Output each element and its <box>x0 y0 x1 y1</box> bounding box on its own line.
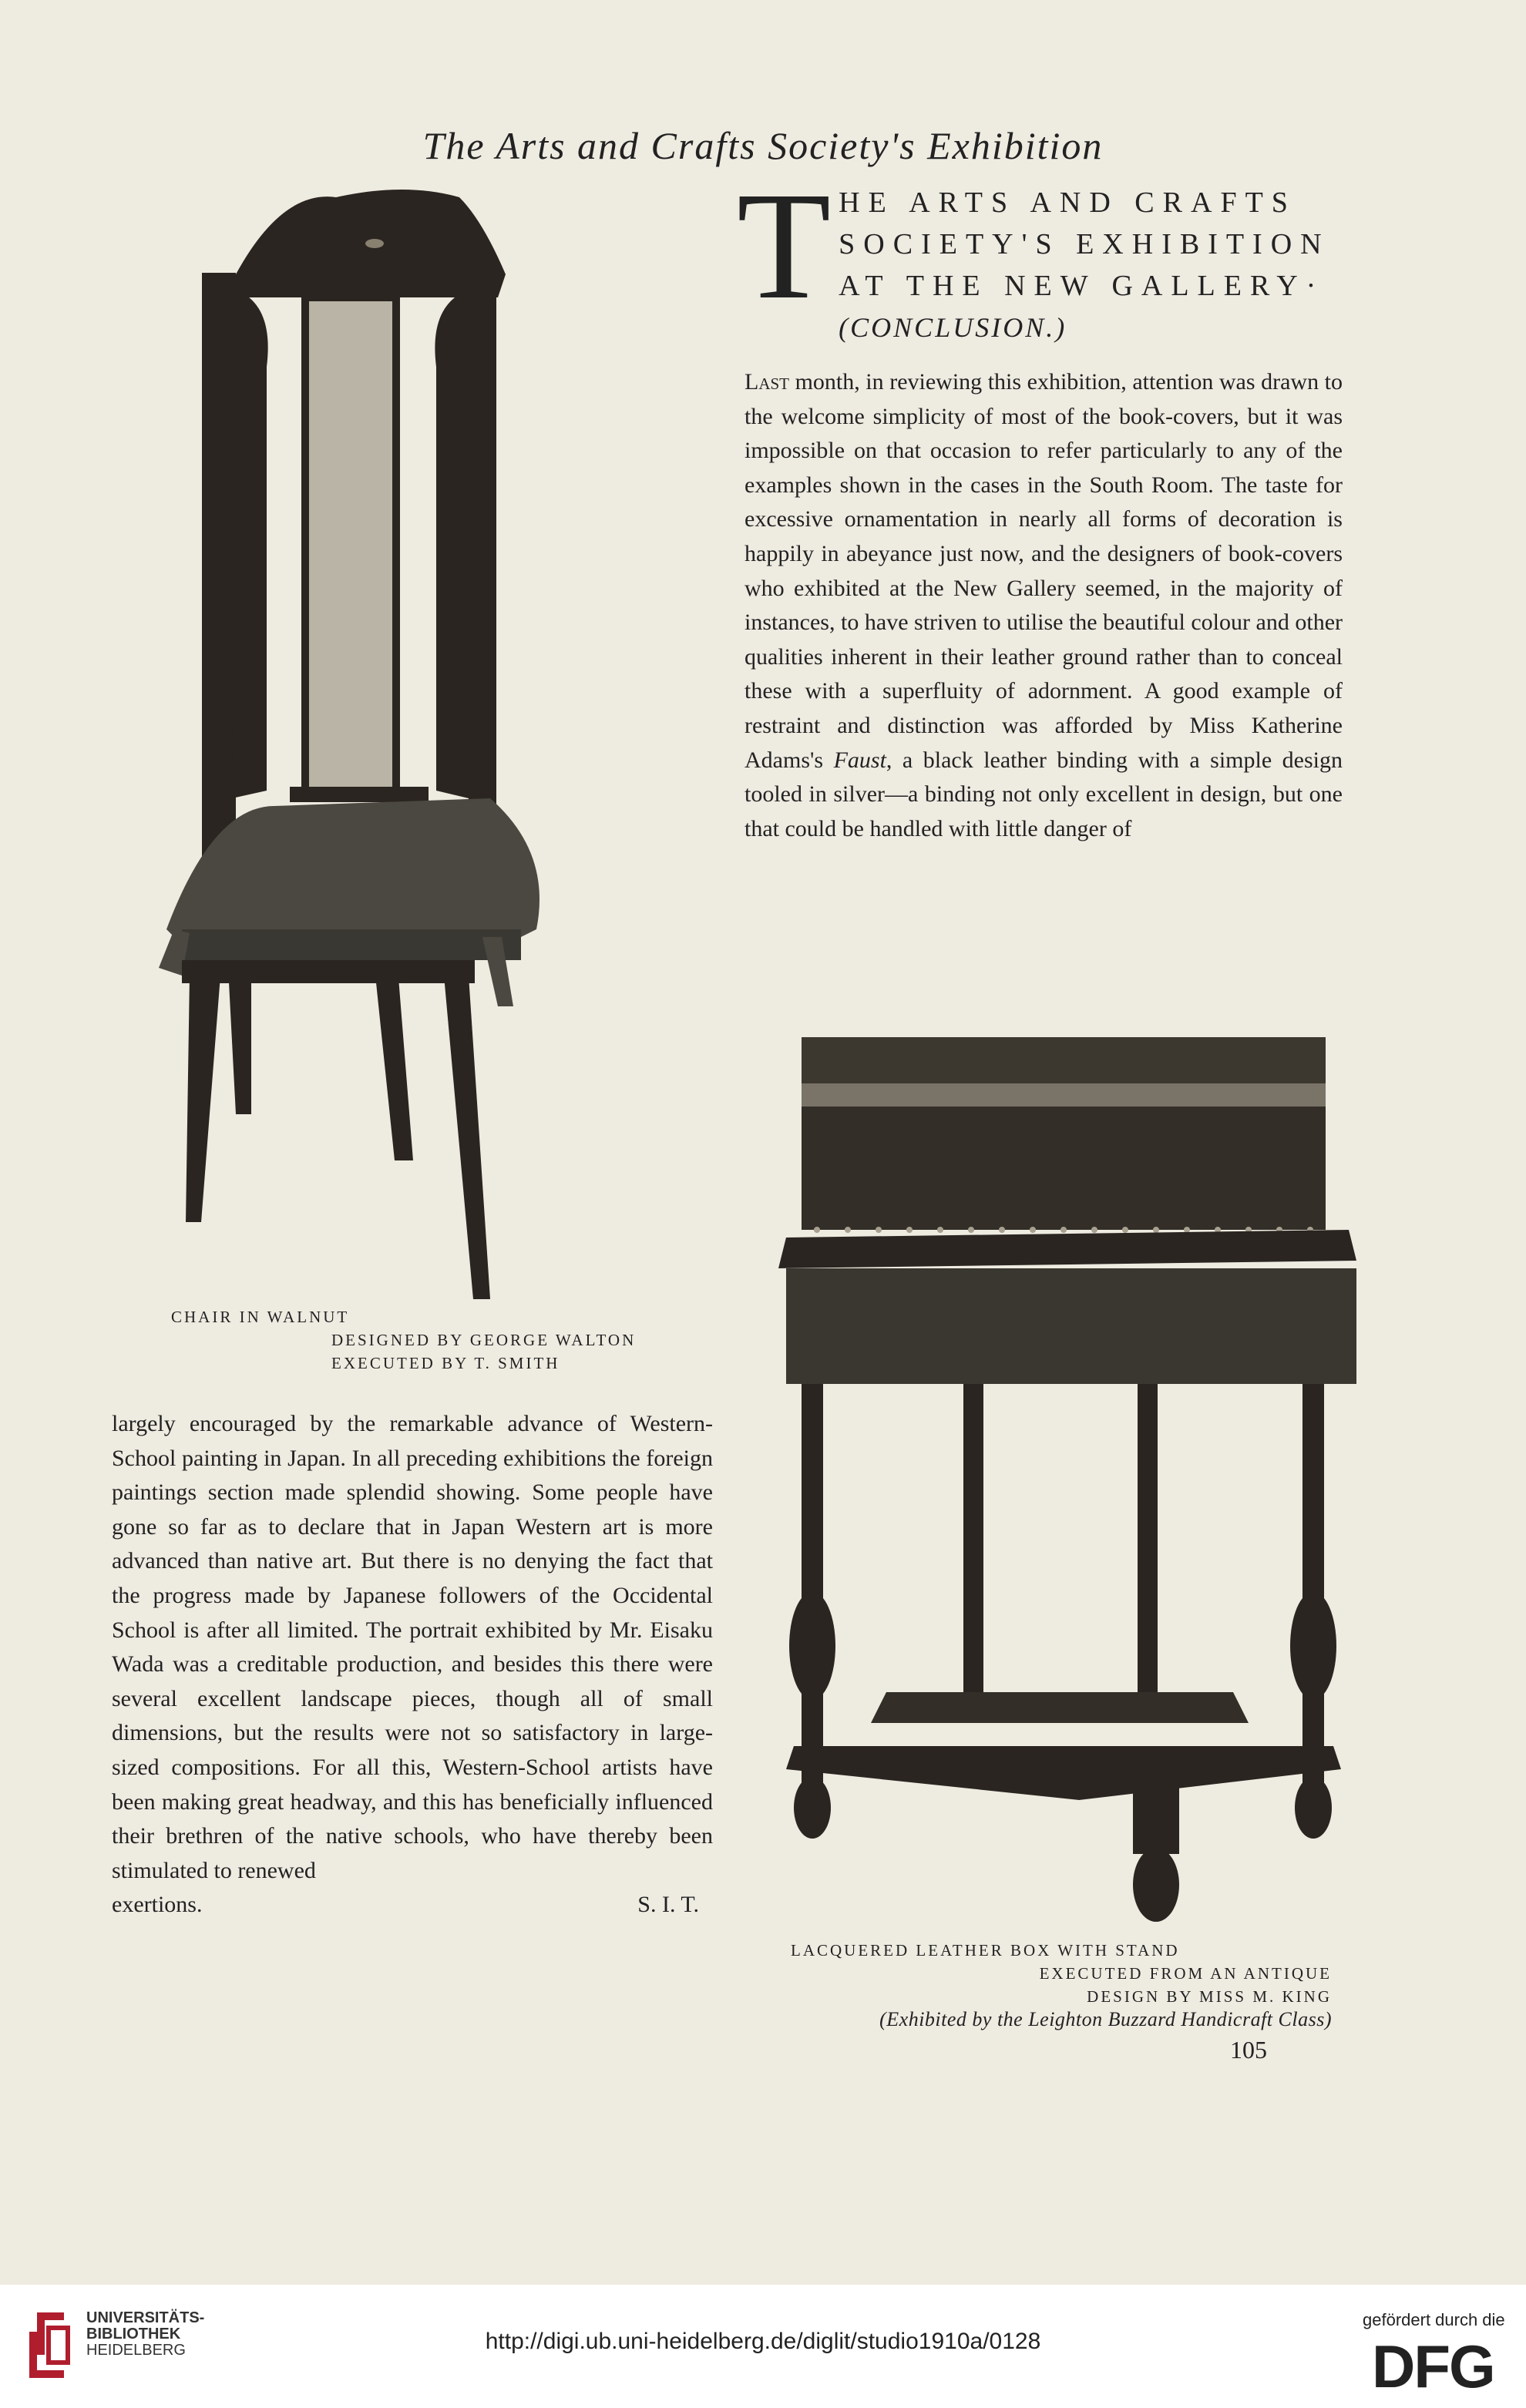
source-url[interactable]: http://digi.ub.uni-heidelberg.de/diglit/studio1910a/0128 <box>485 2329 1041 2354</box>
chair-caption-line-3: EXECUTED BY T. SMITH <box>331 1354 560 1372</box>
author-signature: S. I. T. <box>637 1892 699 1918</box>
article-title <box>737 161 1338 348</box>
title-conclusion: (CONCLUSION.) <box>839 312 1067 343</box>
chair-caption-line-1: CHAIR IN WALNUT <box>171 1308 350 1326</box>
last-word: exertions. <box>112 1892 203 1918</box>
box-caption-line-1: LACQUERED LEATHER BOX WITH STAND <box>791 1941 1180 1960</box>
chair-caption <box>171 1305 636 1375</box>
dfg-logo-text: DFG <box>1372 2335 1494 2396</box>
closing-line <box>112 1888 713 1923</box>
article-column-right <box>745 365 1343 846</box>
chair-photo <box>151 190 675 1299</box>
lead-word: Last <box>745 369 789 395</box>
title-line-2: SOCIETY'S EXHIBITION <box>839 228 1330 260</box>
article-column-left <box>112 1407 713 1923</box>
chair-caption-line-2: DESIGNED BY GEORGE WALTON <box>331 1331 637 1349</box>
body-text-left: largely encouraged by the remarkable advance of Western-School painting in Japan. In all preceding exhibitions the foreign paintings section made splendid showing. Some people have gone so far as to declare that in Japan Western art is more advanced than native art. But there is no denying the fact that the progress made by Japanese followers of the Occidental School is after all limited. The portrait exhibited by Mr. Eisaku Wada was a creditable production, and besides this there were several excellent landscape pieces, though all of small dimensions, but the results were not so satisfactory in large-sized compositions. For all this, Western-School artists have been making great headway, and this has beneficially influenced their brethren of the native schools, who have thereby been stimulated to renewed <box>112 1411 713 1883</box>
body-text-right: month, in reviewing this exhibition, attention was drawn to the welcome simplicity of most of the book-covers, but it was impossible on that occasion to refer particularly to any of the examples shown in the cases in the South Room. The taste for excessive ornamentation in nearly all forms of decoration is happily in abeyance just now, and the designers of book-covers who exhibited at the New Gallery seemed, in the majority of instances, to have striven to utilise the beautiful colour and other qualities inherent in their leather ground rather than to conceal these with a superfluity of adornment. A good example of restraint and distinction was afforded by Miss Katherine Adams's <box>745 369 1343 773</box>
box-caption <box>791 1939 1332 2031</box>
page-number: 105 <box>1230 2036 1267 2064</box>
box-stand-photo <box>771 1029 1364 1923</box>
drop-cap: T <box>737 161 832 331</box>
library-name-line-3: HEIDELBERG <box>86 2342 186 2359</box>
box-caption-line-4: (Exhibited by the Leighton Buzzard Handicraft Class) <box>879 2008 1332 2030</box>
box-caption-line-3: DESIGN BY MISS M. KING <box>1087 1987 1332 2006</box>
book-title: Faust <box>833 747 886 773</box>
box-caption-line-2: EXECUTED FROM AN ANTIQUE <box>1039 1964 1332 1983</box>
running-head: The Arts and Crafts Society's Exhibition <box>422 124 1104 167</box>
dfg-logo-icon <box>1372 2335 1511 2396</box>
library-name-line-1: UNIVERSITÄTS- <box>86 2309 205 2326</box>
title-line-1: HE ARTS AND CRAFTS <box>839 186 1296 219</box>
funder-text: gefördert durch die <box>1363 2310 1505 2329</box>
body-text-right-2: , a black leather binding with a simple design tooled in silver—a binding not only excellent in design, but one that could be handled with little danger of <box>745 747 1343 841</box>
library-name-line-2: BIBLIOTHEK <box>86 2326 181 2343</box>
title-line-3: AT THE NEW GALLERY· <box>839 270 1325 302</box>
